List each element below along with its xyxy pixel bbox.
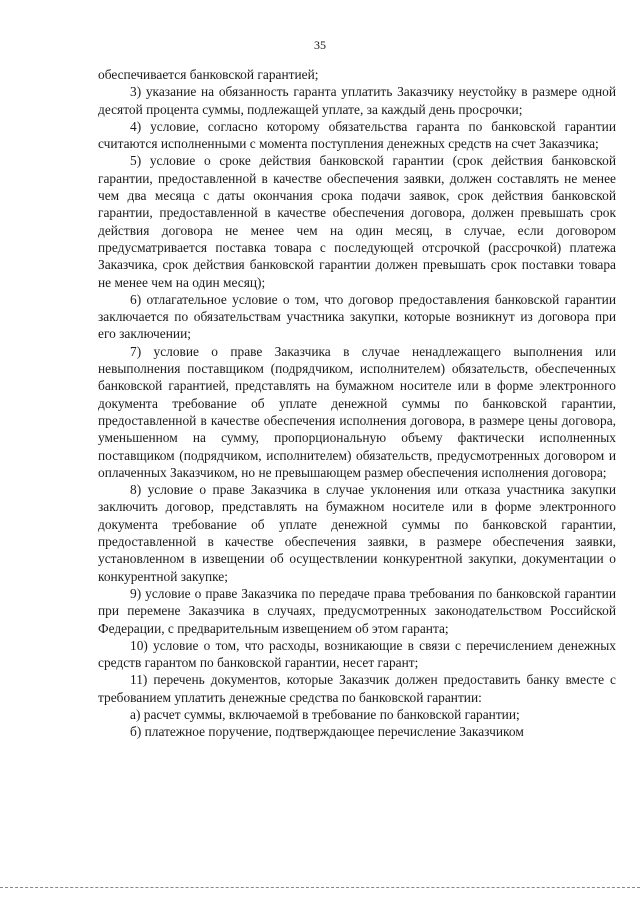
paragraph: 9) условие о праве Заказчика по передаче права требования по банковской гарантии при перемене Заказчика в случаях, предусмотренных законодательством Российской Федерации, с предварительным извещением об этом гаранта;: [98, 585, 616, 636]
paragraph: 7) условие о праве Заказчика в случае ненадлежащего выполнения или невыполнения поставщиком (подрядчиком, исполнителем) обязательств, обеспеченных банковской гарантией, представлять на бумажном носителе или в форме электронного документа требование об уплате денежной суммы по банковской гарантии, предоставленной в качестве обеспечения исполнения договора, в размере цены договора, уменьшенном на сумму, пропорциональную объему фактически исполненных поставщиком (подрядчиком, исполнителем) обязательств, предусмотренных договором и оплаченных Заказчиком, но не превышающем размер обеспечения исполнения договора;: [98, 343, 616, 480]
paragraph: 3) указание на обязанность гаранта уплатить Заказчику неустойку в размере одной десятой процента суммы, подлежащей уплате, за каждый день просрочки;: [98, 84, 616, 117]
paragraph: 11) перечень документов, которые Заказчик должен предоставить банку вместе с требованием уплатить денежные средства по банковской гарантии:: [98, 672, 616, 705]
paragraph: а) расчет суммы, включаемой в требование по банковской гарантии;: [130, 706, 520, 722]
footer-rule: [0, 887, 640, 888]
paragraph: 4) условие, согласно которому обязательства гаранта по банковской гарантии считаются исполненными с момента поступления денежных средств на счет Заказчика;: [98, 118, 616, 152]
paragraph: 5) условие о сроке действия банковской гарантии (срок действия банковской гарантии, предоставленной в качестве обеспечения заявки, должен составлять не менее чем два месяца с даты окончания срока подачи заявок, срок действия банковской гарантии, предоставленной в качестве обеспечения договора, должен превышать срок действия договора не менее чем на один месяц, в случае, если договором предусматривается поставка товара с последующей отсрочкой (рассрочкой) платежа Заказчика, срок действия банковской гарантии должен превышать срок поставки товара не менее чем на один месяц);: [98, 153, 616, 290]
paragraph: 10) условие о том, что расходы, возникающие в связи с перечислением денежных средств гарантом по банковской гарантии, несет гарант;: [98, 637, 616, 671]
paragraph: обеспечивается банковской гарантией;: [98, 67, 319, 82]
paragraph: 6) отлагательное условие о том, что договор предоставления банковской гарантии заключается по обязательствам участника закупки, которые возникнут из договора при его заключении;: [98, 291, 616, 342]
paragraph: 8) условие о праве Заказчика в случае уклонения или отказа участника закупки заключить договор, представлять на бумажном носителе или в форме электронного документа требование об уплате денежной суммы по банковской гарантии, предоставленной в качестве обеспечения заявки, в размере обеспечения заявки, установленном в извещении об осуществлении конкурентной закупки, документации о конкурентной закупке;: [98, 482, 616, 584]
paragraph: б) платежное поручение, подтверждающее перечисление Заказчиком: [130, 724, 524, 740]
document-body: [98, 66, 616, 741]
page-number: 35: [314, 38, 326, 52]
